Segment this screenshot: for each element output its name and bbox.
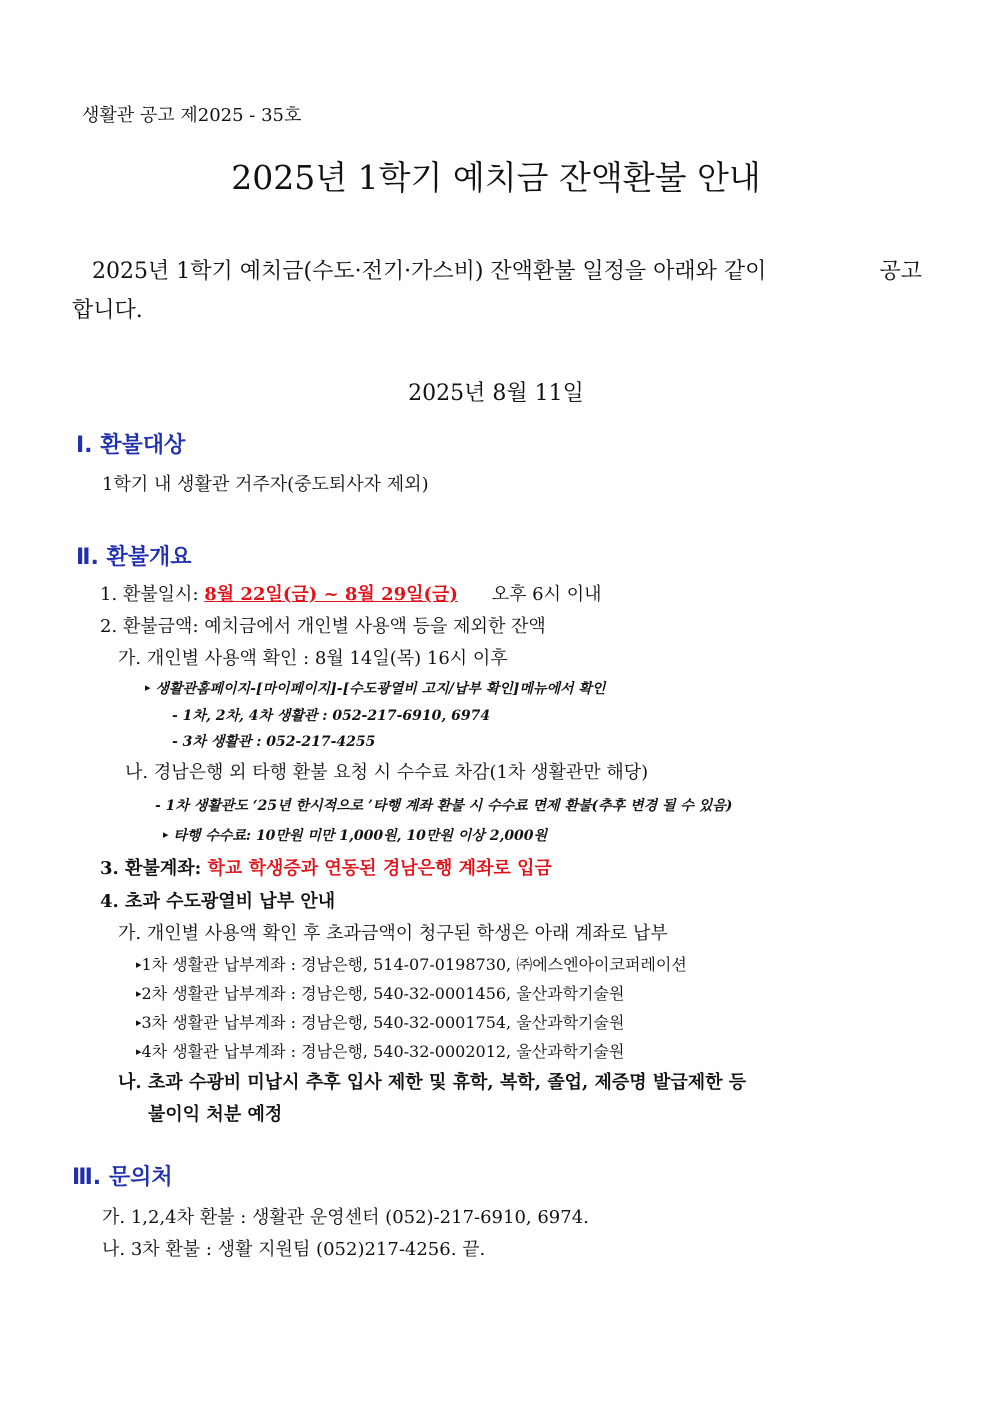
account-row <box>136 1039 624 1062</box>
refund-account-row <box>100 854 552 880</box>
penalty-notice-line-1: 나. 초과 수광비 미납시 추후 입사 제한 및 휴학, 복학, 졸업, 제증명 발급제한 등 <box>118 1072 747 1093</box>
account-text: 4차 생활관 납부계좌 : 경남은행, 540-32-0002012, 울산과학기술원 <box>141 1042 625 1061</box>
fee-amount-text: 타행 수수료: 10만원 미만 1,000원, 10만원 이상 2,000원 <box>173 828 548 844</box>
triangle-bullet-icon: ▸ <box>145 681 151 694</box>
triangle-bullet-icon: ▸ <box>136 1045 142 1058</box>
triangle-bullet-icon: ▸ <box>136 958 142 971</box>
fee-amount-row <box>163 825 547 845</box>
triangle-bullet-icon: ▸ <box>163 828 169 841</box>
usage-check-row: 가. 개인별 사용액 확인 : 8월 14일(목) 16시 이후 <box>118 648 508 669</box>
account-row <box>136 981 624 1004</box>
phone-row-2: - 3차 생활관 : 052-217-4255 <box>172 734 376 750</box>
triangle-bullet-icon: ▸ <box>136 987 142 1000</box>
refund-account-label: 3. 환불계좌: <box>100 858 202 879</box>
refund-period-row <box>100 580 602 606</box>
section-3-heading: Ⅲ. 문의처 <box>72 1165 173 1190</box>
homepage-path-text: 생활관홈페이지-[마이페이지]-[수도광열비 고지/납부 확인]메뉴에서 확인 <box>155 681 606 697</box>
other-bank-fee-row: 나. 경남은행 외 타행 환불 요청 시 수수료 차감(1차 생활관만 해당) <box>125 762 649 783</box>
refund-period-dates: 8월 22일(금) ~ 8월 29일(금) <box>204 584 458 605</box>
refund-account-value: 학교 학생증과 연동된 경남은행 계좌로 입금 <box>207 858 552 879</box>
excess-payment-instruction: 가. 개인별 사용액 확인 후 초과금액이 청구된 학생은 아래 계좌로 납부 <box>118 923 668 944</box>
contact-line-1: 가. 1,2,4차 환불 : 생활관 운영센터 (052)-217-6910, 6974. <box>102 1207 589 1228</box>
contact-line-2: 나. 3차 환불 : 생활 지원팀 (052)217-4256. 끝. <box>102 1239 486 1260</box>
refund-period-label: 1. 환불일시: <box>100 584 199 605</box>
notice-number: 생활관 공고 제2025 - 35호 <box>82 105 302 126</box>
account-text: 3차 생활관 납부계좌 : 경남은행, 540-32-0001754, 울산과학기술원 <box>141 1013 625 1032</box>
page-title: 2025년 1학기 예치금 잔액환불 안내 <box>231 158 761 197</box>
section-2-heading: Ⅱ. 환불개요 <box>76 545 192 570</box>
account-row <box>136 952 687 975</box>
intro-line-1-end: 공고 <box>879 259 922 284</box>
intro-line-2: 합니다. <box>72 298 143 323</box>
penalty-notice-line-2: 불이익 처분 예정 <box>148 1104 283 1125</box>
notice-date: 2025년 8월 11일 <box>408 381 584 406</box>
section-1-heading: Ⅰ. 환불대상 <box>76 433 186 458</box>
intro-line-1: 2025년 1학기 예치금(수도·전기·가스비) 잔액환불 일정을 아래와 같이 <box>92 259 767 284</box>
excess-payment-heading: 4. 초과 수도광열비 납부 안내 <box>100 891 336 912</box>
triangle-bullet-icon: ▸ <box>136 1016 142 1029</box>
account-row <box>136 1010 624 1033</box>
account-text: 2차 생활관 납부계좌 : 경남은행, 540-32-0001456, 울산과학기술원 <box>141 984 625 1003</box>
fee-exemption-note: - 1차 생활관도 ‘25년 한시적으로 ’타행 계좌 환불 시 수수료 면제 환불(추후 변경 될 수 있음) <box>155 798 733 814</box>
phone-row-1: - 1차, 2차, 4차 생활관 : 052-217-6910, 6974 <box>172 708 491 724</box>
homepage-path-row <box>145 678 605 698</box>
section-1-body: 1학기 내 생활관 거주자(중도퇴사자 제외) <box>102 474 429 495</box>
account-text: 1차 생활관 납부계좌 : 경남은행, 514-07-0198730, ㈜에스엔아이코퍼레이션 <box>141 955 687 974</box>
refund-period-time: 오후 6시 이내 <box>491 584 602 605</box>
refund-amount-row: 2. 환불금액: 예치금에서 개인별 사용액 등을 제외한 잔액 <box>100 616 546 637</box>
